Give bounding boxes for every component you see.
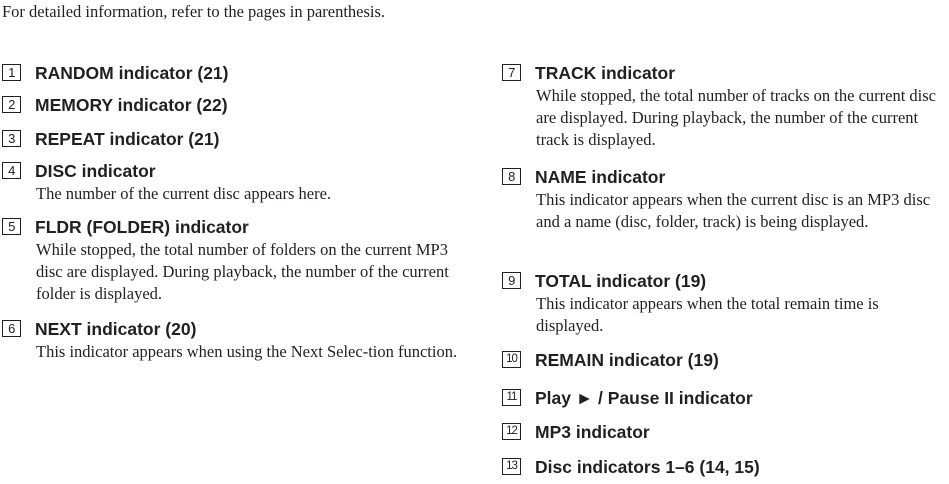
item-title: FLDR (FOLDER) indicator: [35, 217, 249, 237]
item-title: DISC indicator: [35, 161, 156, 181]
item-title: TOTAL indicator (19): [535, 271, 707, 291]
item-number: 7: [502, 64, 521, 81]
item-number: 4: [2, 162, 21, 179]
item-title: TRACK indicator: [535, 63, 675, 83]
item-title: NAME indicator: [535, 167, 666, 187]
item-description: While stopped, the total number of folders on the current MP3 disc are displayed. During playback, the number of the current folder is displayed.: [36, 240, 449, 303]
item-number: 12: [502, 423, 521, 440]
item-title: Disc indicators 1–6 (14, 15): [535, 457, 760, 477]
item-number: 11: [502, 389, 521, 406]
item-description: This indicator appears when using the Next Selec-tion function.: [36, 342, 458, 361]
item-description: While stopped, the total number of tracks on the current disc are displayed. During playback, the number of the current track is displayed.: [536, 86, 937, 149]
intro-text: For detailed information, refer to the pages in parenthesis.: [2, 2, 386, 21]
item-number: 13: [502, 458, 521, 475]
item-title: MP3 indicator: [535, 422, 650, 442]
item-description: This indicator appears when the total remain time is displayed.: [536, 294, 879, 335]
item-title: MEMORY indicator (22): [35, 95, 228, 115]
item-number: 10: [502, 351, 521, 368]
item-number: 2: [2, 96, 21, 113]
item-title: REPEAT indicator (21): [35, 129, 220, 149]
item-title: NEXT indicator (20): [35, 319, 197, 339]
item-number: 9: [502, 272, 521, 289]
item-description: This indicator appears when the current disc is an MP3 disc and a name (disc, folder, track) is being displayed.: [536, 190, 931, 231]
item-title: RANDOM indicator (21): [35, 63, 229, 83]
item-number: 5: [2, 218, 21, 235]
item-title: Play ► / Pause II indicator: [535, 388, 753, 408]
item-number: 8: [502, 168, 521, 185]
item-number: 1: [2, 64, 21, 81]
item-description: The number of the current disc appears here.: [36, 184, 332, 203]
item-number: 3: [2, 130, 21, 147]
item-number: 6: [2, 320, 21, 337]
item-title: REMAIN indicator (19): [535, 350, 719, 370]
